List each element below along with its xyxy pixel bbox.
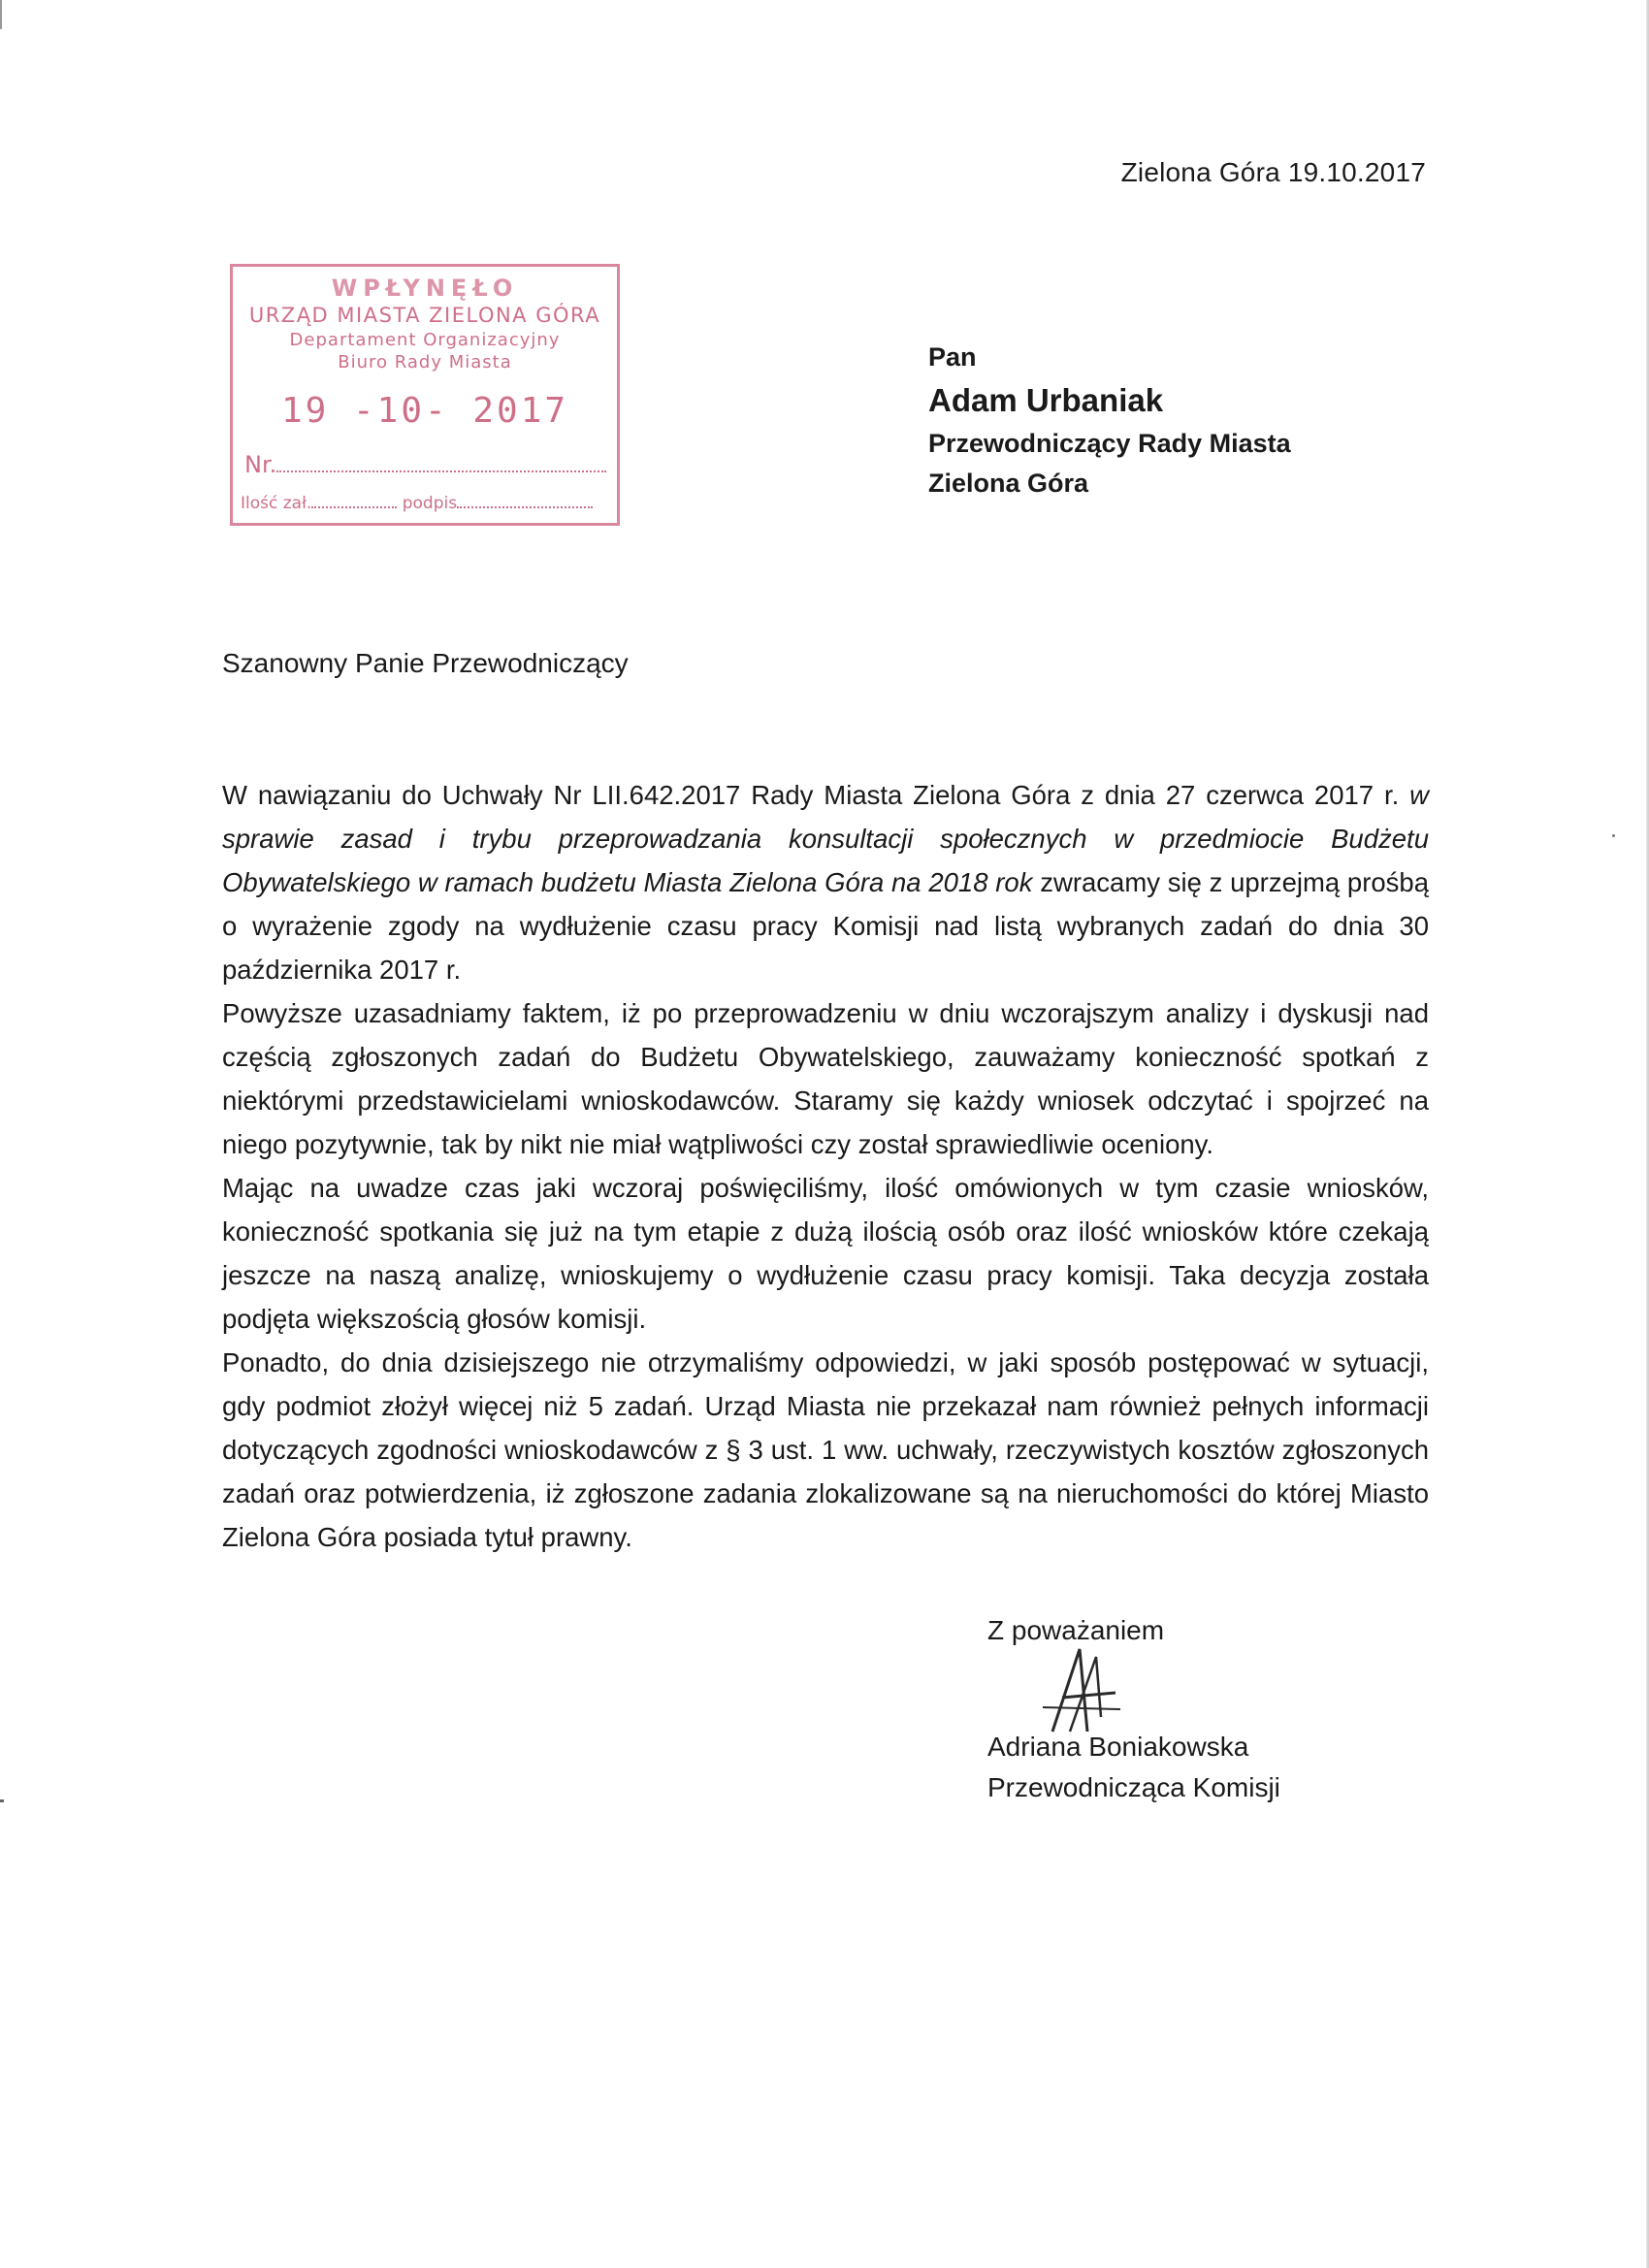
paragraph-1 [222, 773, 1429, 991]
received-stamp [230, 264, 620, 526]
stamp-bureau: Biuro Rady Miasta [338, 352, 512, 373]
paragraph-1-request: zwracamy się z uprzejmą prośbą o wyrażenie zgody na wydłużenie czasu pracy Komisji nad listą wybranych zadań do dnia 30 października 2017 r. [222, 867, 1430, 985]
scan-speck [1612, 834, 1615, 837]
stamp-attachments-field [241, 494, 614, 513]
stamp-number-field [244, 451, 613, 478]
addressee-role: Przewodniczący Rady Miasta [928, 429, 1291, 458]
paragraph-1-intro: W nawiązaniu do Uchwały Nr LII.642.2017 Rady Miasta Zielona Góra z dnia 27 czerwca 2017 r. [222, 780, 1400, 810]
letter-body [222, 773, 1429, 1559]
place-date: Zielona Góra 19.10.2017 [1120, 157, 1426, 187]
stamp-office: URZĄD MIASTA ZIELONA GÓRA [248, 304, 601, 327]
stamp-signature-label: podpis [402, 494, 458, 513]
signer-block [987, 1727, 1280, 1808]
paragraph-2: Powyższe uzasadniamy faktem, iż po przeprowadzeniu w dniu wczorajszym analizy i dyskusji nad częścią zgłoszonych zadań do Budżetu Obywatelskiego, zauważamy konieczność spotkań z niektórymi przedstawicielami wnioskodawców. Staramy się każdy wniosek odczytać i spojrzeć na niego pozytywnie, tak by nikt nie miał wątpliwości czy został sprawiedliwie oceniony. [222, 998, 1429, 1159]
scan-edge-mark [0, 1799, 4, 1802]
stamp-date: 19 -10- 2017 [280, 391, 569, 431]
addressee-name: Adam Urbaniak [928, 382, 1164, 418]
signer-role: Przewodnicząca Komisji [987, 1772, 1280, 1802]
signer-name: Adriana Boniakowska [987, 1732, 1249, 1762]
stamp-attachments-label: Ilość zał. [241, 494, 312, 513]
stamp-number-label: Nr. [244, 451, 277, 478]
stamp-department: Departament Organizacyjny [289, 330, 561, 350]
stamp-title: WPŁYNĘŁO [331, 275, 519, 302]
closing-formula: Z poważaniem [987, 1615, 1165, 1645]
addressee-salutation: Pan [928, 342, 977, 372]
greeting: Szanowny Panie Przewodniczący [222, 648, 629, 678]
addressee-city: Zielona Góra [928, 469, 1089, 498]
paragraph-1-title: w sprawie zasad i trybu przeprowadzania konsultacji społecznych w przedmiocie Budżetu Obywatelskiego w ramach budżetu Miasta Zielona Góra na 2018 rok [222, 780, 1429, 897]
paragraph-3: Mając na uwadze czas jaki wczoraj poświęciliśmy, ilość omówionych w tym czasie wniosków, konieczność spotkania się już na tym etapie z dużą ilością osób oraz ilość wniosków które czekają jeszcze na naszą analizę, wnioskujemy o wydłużenie czasu pracy komisji. Taka decyzja została podjęta większością głosów komisji. [222, 1173, 1429, 1334]
addressee-block [928, 342, 1291, 499]
paragraph-4: Ponadto, do dnia dzisiejszego nie otrzymaliśmy odpowiedzi, w jaki sposób postępować w sytuacji, gdy podmiot złożył więcej niż 5 zadań. Urząd Miasta nie przekazał nam również pełnych informacji dotyczących zgodności wnioskodawców z § 3 ust. 1 ww. uchwały, rzeczywistych kosztów zgłoszonych zadań oraz potwierdzenia, iż zgłoszone zadania zlokalizowane są na nieruchomości do której Miasto Zielona Góra posiada tytuł prawny. [222, 1347, 1429, 1552]
scan-edge-mark [0, 0, 2, 29]
